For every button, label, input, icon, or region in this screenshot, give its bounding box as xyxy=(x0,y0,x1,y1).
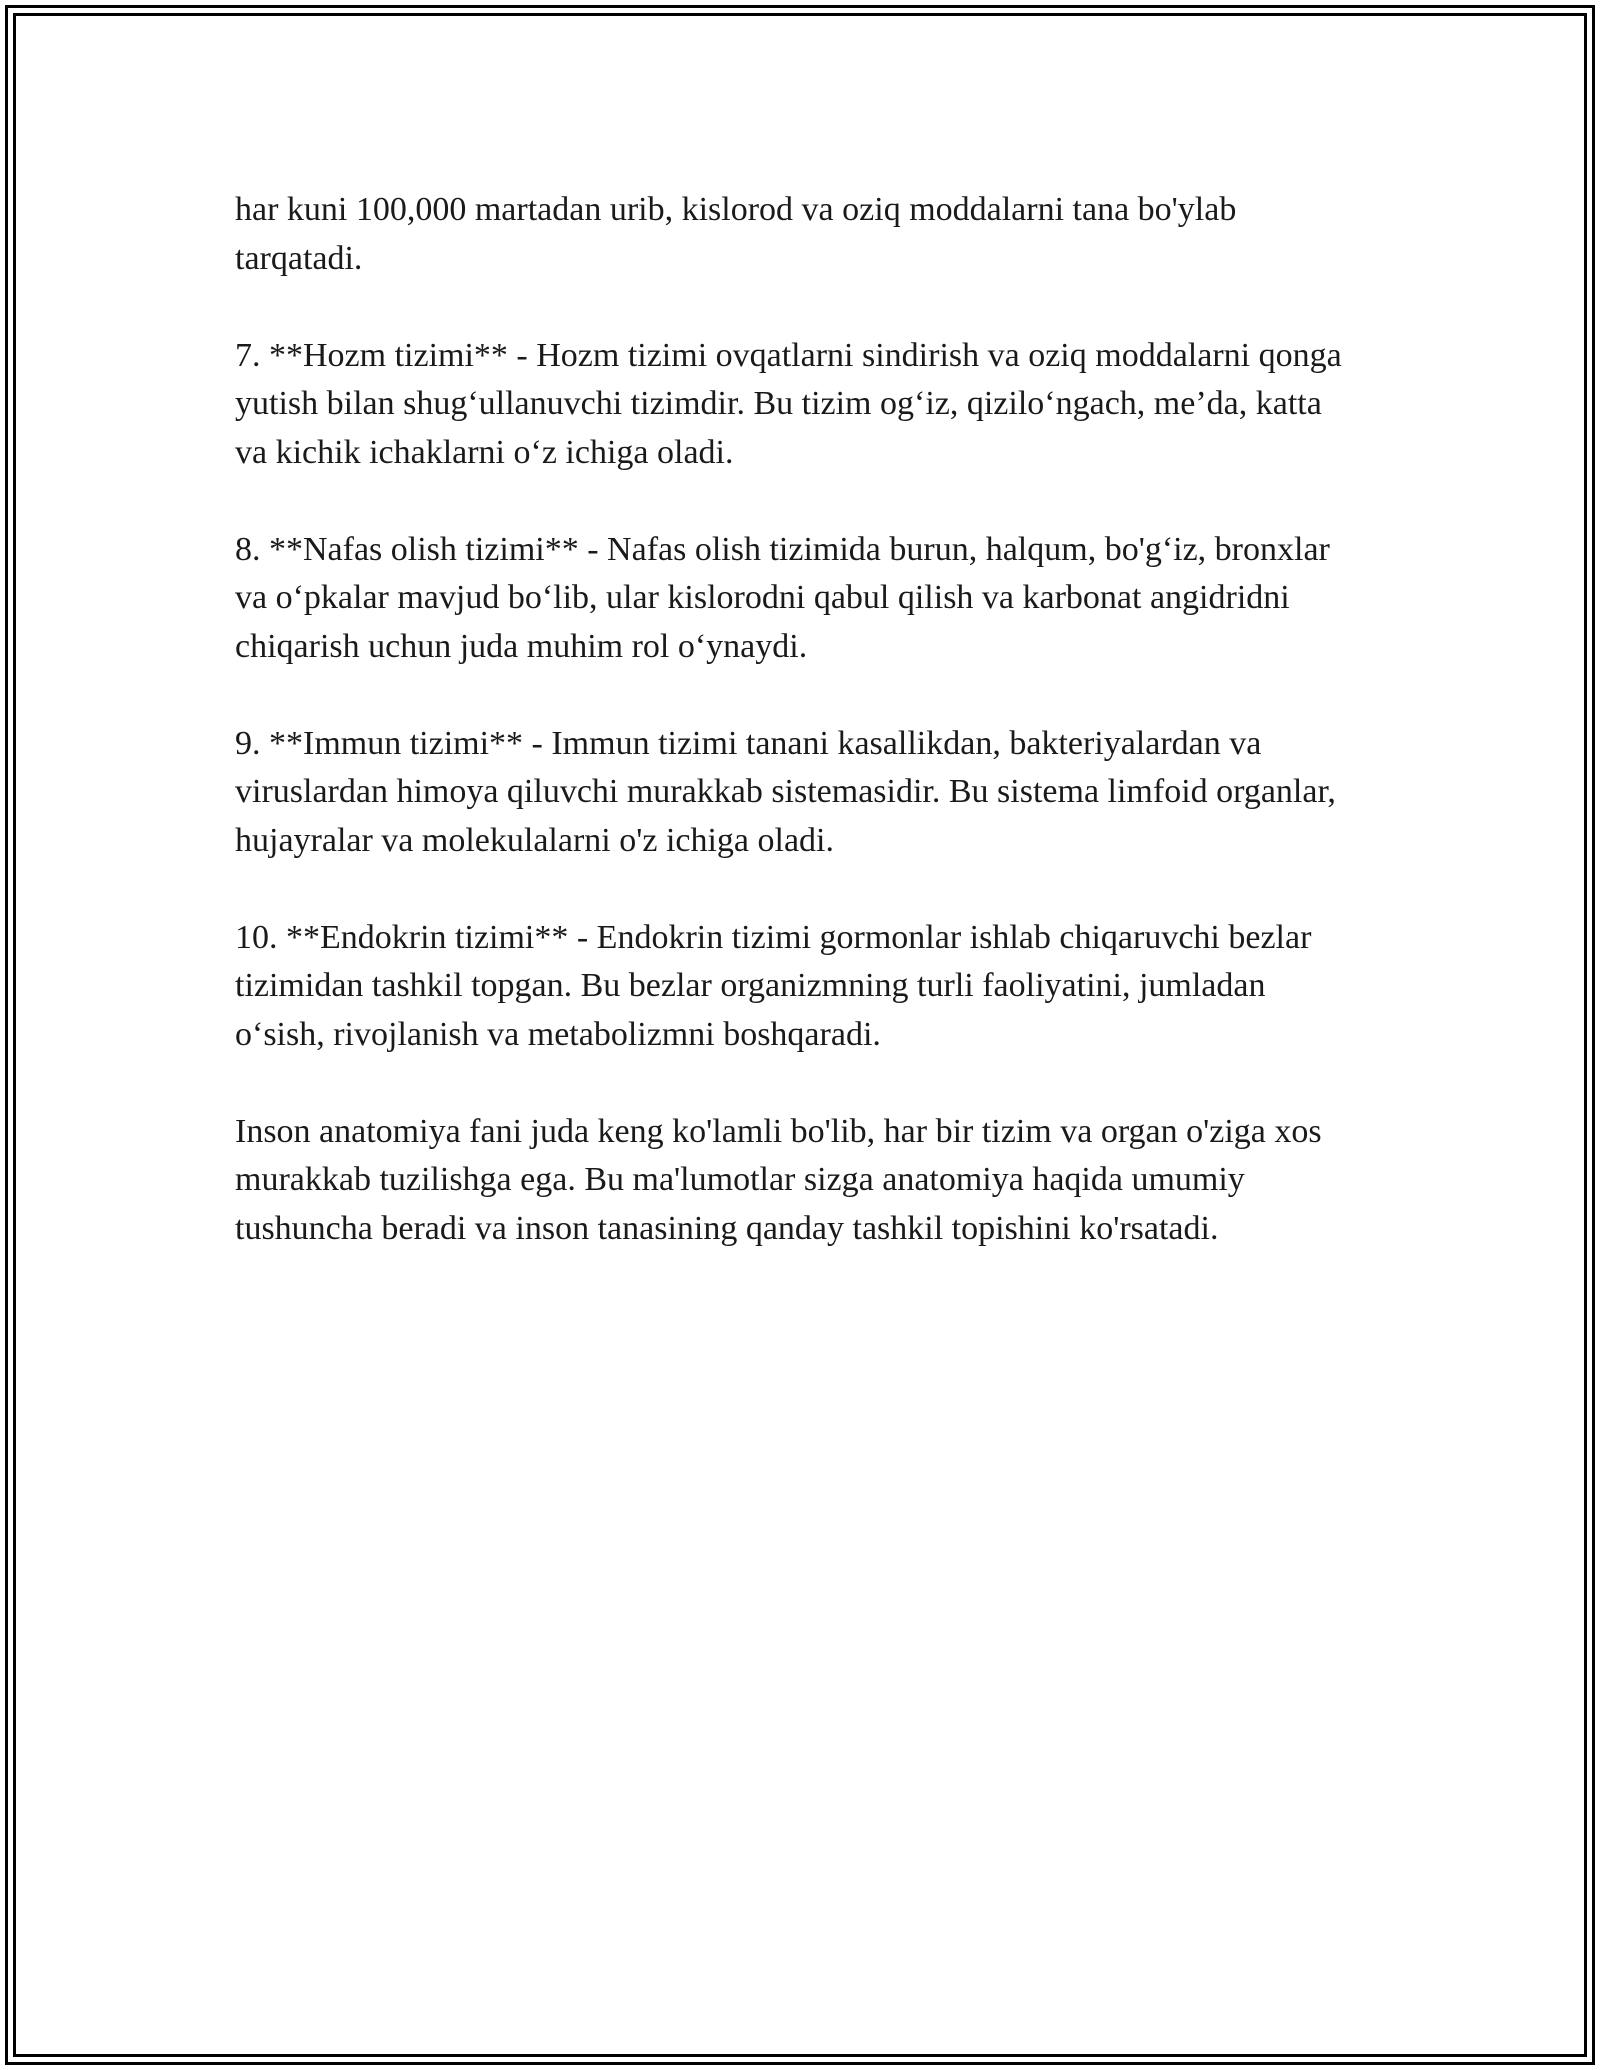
paragraph-conclusion: Inson anatomiya fani juda keng ko'lamli bo'lib, har bir tizim va organ o'ziga xos murakkab tuzilishga ega. Bu ma'lumotlar sizga anatomiya haqida umumiy tushuncha beradi va inson tanasining qanday tashkil topishini ko'rsatadi. xyxy=(235,1112,1322,1247)
paragraph-heart-continuation: har kuni 100,000 martadan urib, kislorod va oziq moddalarni tana bo'ylab tarqatadi. xyxy=(235,191,1237,277)
paragraph-respiratory-system: 8. **Nafas olish tizimi** - Nafas olish tizimida burun, halqum, bo'g‘iz, bronxlar va o‘pkalar mavjud bo‘lib, ular kislorodni qabul qilish va karbonat angidridni chiqarish uchun juda muhim rol o‘ynaydi. xyxy=(235,530,1330,665)
paragraph-immune-system: 9. **Immun tizimi** - Immun tizimi tanani kasallikdan, bakteriyalardan va viruslardan himoya qiluvchi murakkab sistemasidir. Bu sistema limfoid organlar, hujayralar va molekulalarni o'z ichiga oladi. xyxy=(235,724,1336,859)
paragraph-digestive-system: 7. **Hozm tizimi** - Hozm tizimi ovqatlarni sindirish va oziq moddalarni qonga yutish bilan shug‘ullanuvchi tizimdir. Bu tizim og‘iz, qizilo‘ngach, me’da, katta va kichik ichaklarni o‘z ichiga oladi. xyxy=(235,336,1342,471)
document-body xyxy=(235,186,1355,1302)
paragraph-endocrine-system: 10. **Endokrin tizimi** - Endokrin tizimi gormonlar ishlab chiqaruvchi bezlar tizimidan tashkil topgan. Bu bezlar organizmning turli faoliyatini, jumladan o‘sish, rivojlanish va metabolizmni boshqaradi. xyxy=(235,918,1312,1053)
